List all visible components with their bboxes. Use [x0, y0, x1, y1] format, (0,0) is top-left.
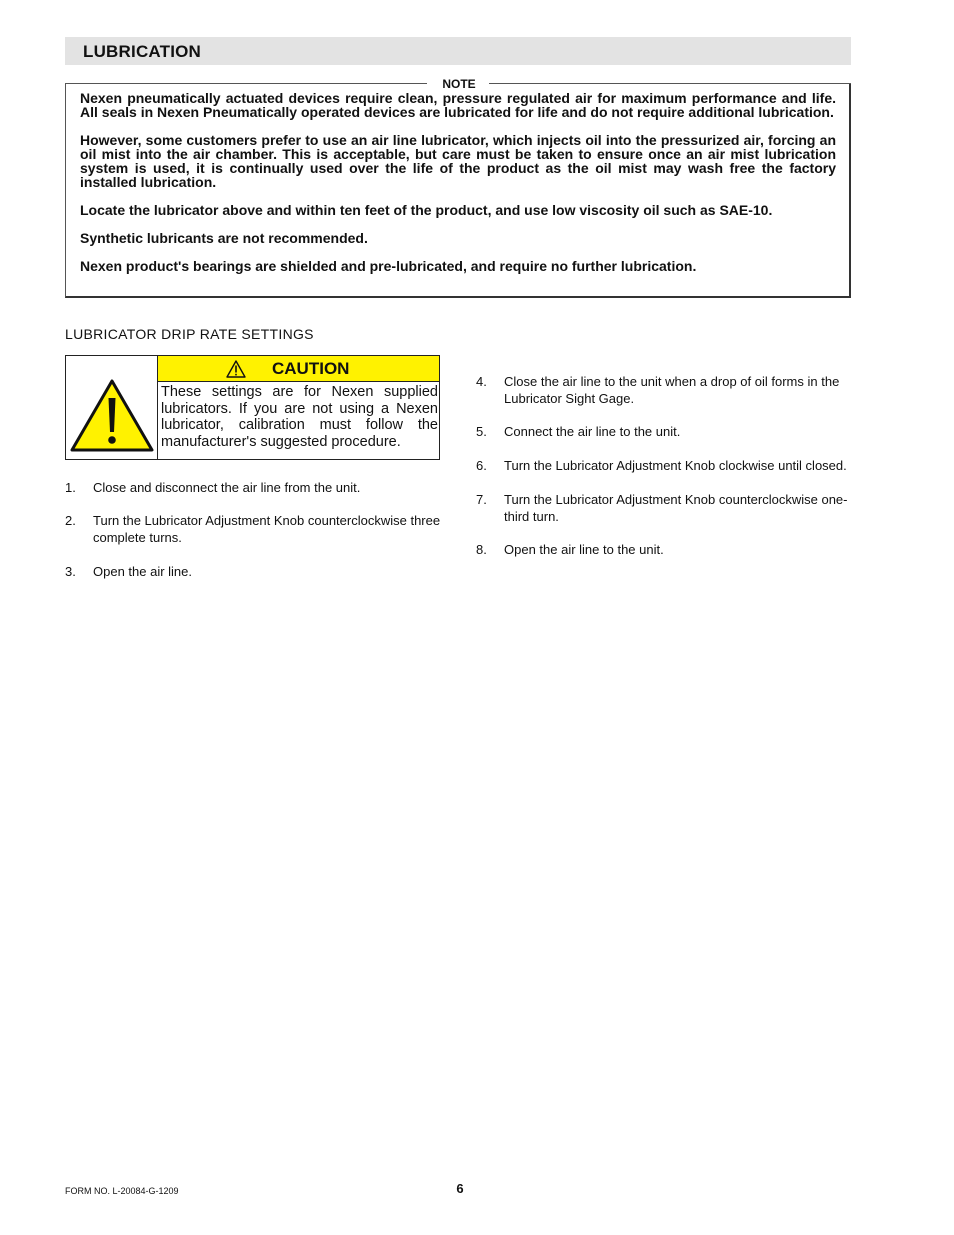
caution-text: These settings are for Nexen supplied lubricators. If you are not using a Nexen lubricator, calibration must follow the manufacturer's suggested procedure. [161, 384, 438, 450]
caution-title: CAUTION [272, 359, 350, 378]
step-item [476, 491, 852, 525]
subsection-heading-drip-rate: LUBRICATOR DRIP RATE SETTINGS [65, 326, 314, 342]
page-number: 6 [456, 1181, 464, 1196]
step-text: Close and disconnect the air line from the unit. [93, 480, 361, 495]
step-text: Open the air line. [93, 564, 193, 579]
form-number: FORM NO. L-20084-G-1209 [65, 1186, 179, 1196]
step-text: Turn the Lubricator Adjustment Knob clockwise until closed. [504, 458, 847, 473]
note-box [65, 84, 851, 298]
step-number: 8. [476, 542, 487, 557]
step-item [476, 373, 852, 407]
section-heading-lubrication: LUBRICATION [65, 37, 851, 65]
step-number: 2. [65, 513, 76, 528]
step-number: 1. [65, 480, 76, 495]
note-paragraph: However, some customers prefer to use an air line lubricator, which injects oil into the pressurized air, forcing an oil mist into the air chamber. This is acceptable, but care must be taken to ensure once an air mist lubrication system is used, it is continually used over the life of the product as the oil mist may wash free the factory installed lubrication. [80, 132, 836, 190]
step-item [476, 541, 852, 558]
note-paragraph: Nexen product's bearings are shielded and pre-lubricated, and require no further lubrication. [80, 258, 697, 274]
note-paragraph: Synthetic lubricants are not recommended. [80, 230, 368, 246]
step-text: Close the air line to the unit when a drop of oil forms in the Lubricator Sight Gage. [504, 374, 840, 406]
step-number: 3. [65, 564, 76, 579]
step-number: 7. [476, 492, 487, 507]
note-paragraph: Nexen pneumatically actuated devices require clean, pressure regulated air for maximum performance and life. All seals in Nexen Pneumatically operated devices are lubricated for life and do not require additional lubrication. [80, 90, 836, 120]
step-text: Turn the Lubricator Adjustment Knob counterclockwise three complete turns. [93, 513, 441, 545]
step-item [476, 457, 852, 474]
step-item [65, 512, 441, 546]
note-paragraph: Locate the lubricator above and within ten feet of the product, and use low viscosity oil such as SAE-10. [80, 202, 773, 218]
caution-header [158, 356, 439, 382]
caution-box [65, 355, 440, 460]
caution-icon-cell [66, 356, 158, 459]
warning-triangle-icon [69, 378, 155, 454]
step-item [65, 563, 441, 580]
note-label: NOTE [429, 77, 489, 91]
step-number: 6. [476, 458, 487, 473]
step-text: Turn the Lubricator Adjustment Knob counterclockwise one-third turn. [504, 492, 848, 524]
steps-list-left [65, 479, 441, 580]
steps-list-right [476, 373, 852, 558]
step-text: Connect the air line to the unit. [504, 424, 681, 439]
small-warning-icon [226, 360, 246, 378]
step-item [476, 423, 852, 440]
step-number: 5. [476, 424, 487, 439]
step-number: 4. [476, 374, 487, 389]
step-text: Open the air line to the unit. [504, 542, 664, 557]
step-item [65, 479, 441, 496]
